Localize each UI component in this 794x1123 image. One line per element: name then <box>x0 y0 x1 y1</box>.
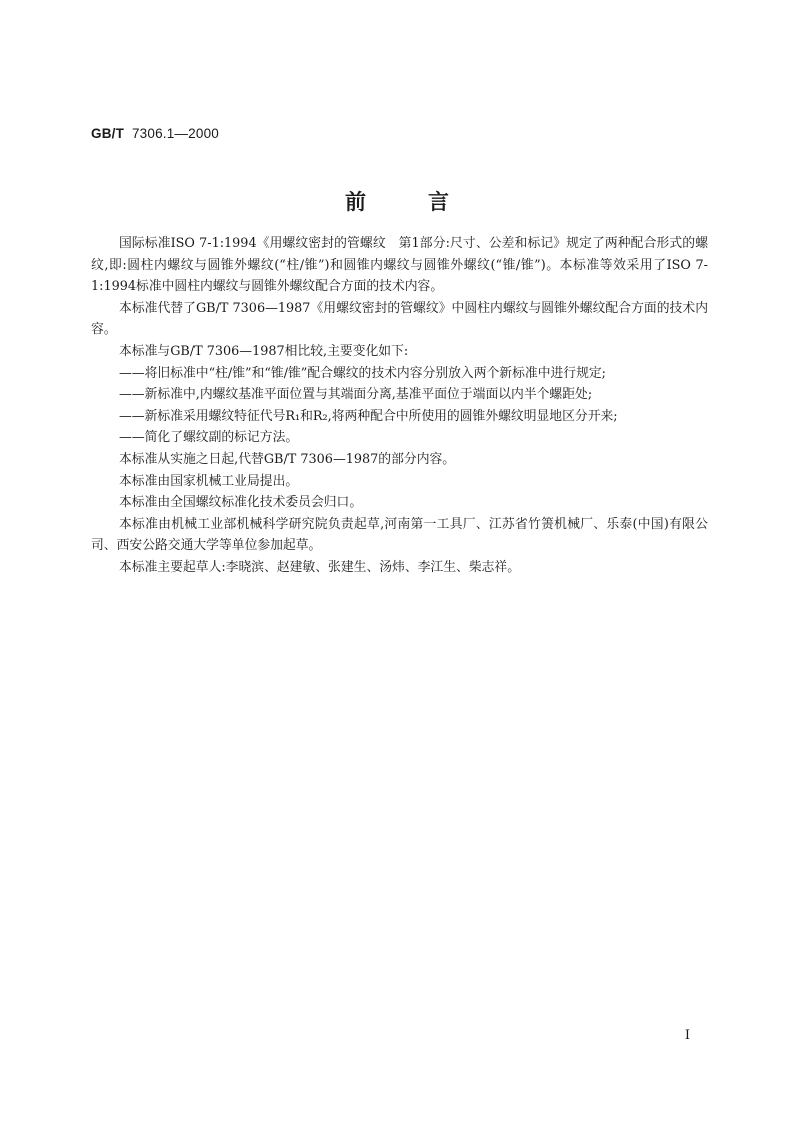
page-title: 前言 <box>345 190 511 214</box>
standard-prefix: GB/T <box>91 126 125 141</box>
paragraph: 本标准由机械工业部机械科学研究院负责起草,河南第一工具厂、江苏省竹箦机械厂、乐泰(中国)有限公司、西安公路交通大学等单位参加起草。 <box>91 516 708 554</box>
paragraph: 本标准代替了GB/T 7306—1987《用螺纹密封的管螺纹》中圆柱内螺纹与圆锥外螺纹配合方面的技术内容。 <box>91 300 708 338</box>
change-list-item: ——将旧标准中“柱/锥”和“锥/锥”配合螺纹的技术内容分别放入两个新标准中进行规定; <box>119 365 606 381</box>
change-list-item: ——新标准采用螺纹特征代号R₁和R₂,将两种配合中所使用的圆锥外螺纹明显地区分开来; <box>119 408 618 424</box>
paragraph: 本标准由国家机械工业局提出。 <box>119 473 299 489</box>
paragraph: 本标准主要起草人:李晓滨、赵建敏、张建生、汤炜、李江生、柴志祥。 <box>119 559 521 575</box>
standard-code-header <box>91 126 219 141</box>
change-list-item: ——简化了螺纹副的标记方法。 <box>119 430 299 446</box>
paragraph: 本标准与GB/T 7306—1987相比较,主要变化如下: <box>119 343 409 359</box>
paragraph: 本标准从实施之日起,代替GB/T 7306—1987的部分内容。 <box>119 451 456 467</box>
standard-number: 7306.1—2000 <box>131 126 219 141</box>
paragraph: 本标准由全国螺纹标准化技术委员会归口。 <box>119 495 363 511</box>
foreword-body <box>91 233 708 579</box>
change-list-item: ——新标准中,内螺纹基准平面位置与其端面分离,基准平面位于端面以内半个螺距处; <box>119 387 593 403</box>
page-number: I <box>684 1028 690 1043</box>
paragraph: 国际标准ISO 7-1:1994《用螺纹密封的管螺纹 第1部分:尺寸、公差和标记》规定了两种配合形式的螺纹,即:圆柱内螺纹与圆锥外螺纹(“柱/锥”)和圆锥内螺纹与圆锥外螺纹(“锥/锥”)。本标准等效采用了ISO 7-1:1994标准中圆柱内螺纹与圆锥外螺纹配合方面的技术内容。 <box>91 236 708 295</box>
